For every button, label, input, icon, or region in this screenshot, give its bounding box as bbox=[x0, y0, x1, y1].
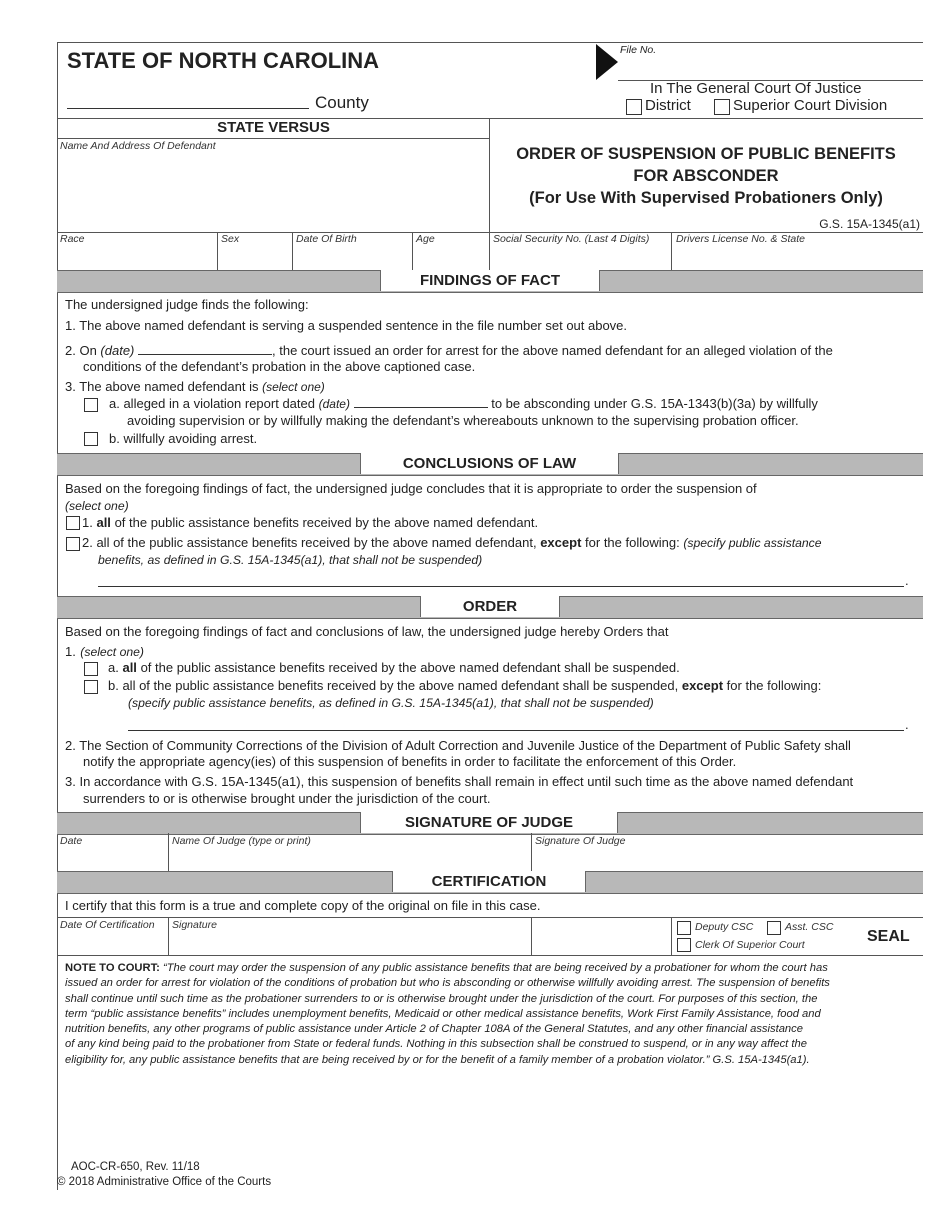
state-title: STATE OF NORTH CAROLINA bbox=[67, 48, 380, 73]
note-line: term “public assistance benefits” includes unemployment benefits, Medicaid or other medical assistance benefits, Work First Family Assistance, food and bbox=[65, 1007, 821, 1020]
order-item-2-cont: notify the appropriate agency(ies) of this suspension of benefits in order to facilitate the enforcement of this Order. bbox=[83, 754, 737, 769]
superior-checkbox[interactable] bbox=[714, 99, 730, 115]
note-label: NOTE TO COURT: bbox=[65, 962, 160, 974]
county-field[interactable] bbox=[67, 108, 309, 109]
note-line: nutrition benefits, any other programs of public assistance under Article 2 of Chapter 108A of the General Statutes, and any other financial assistance bbox=[65, 1023, 803, 1036]
findings-item-3a-cont: avoiding supervision or by willfully making the defendant’s whereabouts unknown to the supervising probation officer. bbox=[127, 413, 799, 428]
county-label: County bbox=[315, 93, 369, 112]
rule bbox=[168, 833, 169, 871]
item3a-text: to be absconding under G.S. 15A-1343(b)(3a) by willfully bbox=[491, 396, 818, 411]
note-line: eligibility for, any public assistance benefits that are being received by or for the benefit of a family member of a probation violator.” G.S. 15A-1345(a1). bbox=[65, 1053, 810, 1066]
note-line: issued an order for arrest for violation of the conditions of probation but who is absconding or otherwise willfully avoiding arrest. The suspension of benefits bbox=[65, 977, 830, 990]
rule bbox=[531, 833, 532, 871]
conclusion-1-checkbox[interactable] bbox=[66, 516, 80, 530]
conclusions-select: (select one) bbox=[65, 499, 129, 513]
rule bbox=[217, 232, 218, 270]
conclusion-2-checkbox[interactable] bbox=[66, 537, 80, 551]
form-title-line-3: (For Use With Supervised Probationers Only) bbox=[529, 189, 883, 207]
order-1a-prefix: a. bbox=[108, 660, 119, 675]
certification-bar bbox=[57, 871, 923, 894]
conclusion-2-exceptions-field[interactable] bbox=[98, 586, 904, 587]
order-1b-exceptions-field[interactable] bbox=[128, 730, 904, 731]
file-arrow-icon bbox=[596, 44, 618, 80]
conclusion-2 bbox=[82, 535, 822, 550]
order-item-1b bbox=[108, 678, 821, 693]
order-1b-bold: except bbox=[681, 678, 724, 693]
findings-item-2-cont: conditions of the defendant’s probation in the above captioned case. bbox=[83, 359, 476, 374]
form-number: AOC-CR-650, Rev. 11/18 bbox=[71, 1161, 200, 1173]
form-title bbox=[490, 143, 922, 209]
item3-select: (select one) bbox=[262, 380, 325, 394]
form-title-line-2: FOR ABSCONDER bbox=[633, 167, 779, 185]
conclusions-intro: Based on the foregoing findings of fact, the undersigned judge concludes that it is appropriate to order the suspension of bbox=[65, 481, 757, 496]
form-title-line-1: ORDER OF SUSPENSION OF PUBLIC BENEFITS bbox=[516, 145, 896, 163]
rule bbox=[57, 955, 923, 956]
rule bbox=[531, 917, 532, 955]
clerk-label: Clerk Of Superior Court bbox=[695, 939, 805, 951]
judge-name-label: Name Of Judge (type or print) bbox=[172, 835, 311, 847]
rule bbox=[490, 118, 923, 119]
conclusion-2-italic: (specify public assistance bbox=[683, 536, 822, 550]
order-item-1-num: 1. bbox=[65, 644, 76, 659]
sex-label: Sex bbox=[221, 233, 240, 245]
rule bbox=[57, 138, 490, 139]
item2-date-label: (date) bbox=[100, 343, 135, 358]
deputy-csc-checkbox[interactable] bbox=[677, 921, 691, 935]
findings-item-2 bbox=[65, 343, 833, 358]
order-item-1-select: (select one) bbox=[80, 645, 144, 659]
findings-item-3 bbox=[65, 379, 325, 394]
findings-intro: The undersigned judge finds the following: bbox=[65, 297, 309, 312]
certification-heading: CERTIFICATION bbox=[392, 871, 586, 892]
certification-text: I certify that this form is a true and complete copy of the original on file in this case. bbox=[65, 898, 541, 913]
order-item-1a bbox=[108, 660, 680, 675]
district-label: District bbox=[645, 97, 691, 114]
conclusion-1-text: of the public assistance benefits received by the above named defendant. bbox=[114, 515, 539, 530]
clerk-checkbox[interactable] bbox=[677, 938, 691, 952]
judge-signature-label: Signature Of Judge bbox=[535, 835, 626, 847]
order-item-3: 3. In accordance with G.S. 15A-1345(a1), this suspension of benefits shall remain in effect until such time as the above named defendant bbox=[65, 774, 854, 789]
findings-item-3b: b. willfully avoiding arrest. bbox=[109, 431, 258, 446]
order-1b-checkbox[interactable] bbox=[84, 680, 98, 694]
superior-label: Superior Court Division bbox=[733, 97, 888, 114]
copyright: © 2018 Administrative Office of the Courts bbox=[57, 1176, 272, 1188]
rule bbox=[412, 232, 413, 270]
findings-heading: FINDINGS OF FACT bbox=[380, 270, 600, 291]
conclusion-1-bold: all bbox=[96, 515, 111, 530]
item3a-date-field[interactable] bbox=[354, 407, 488, 408]
item2-date-field[interactable] bbox=[138, 354, 272, 355]
order-1a-text: of the public assistance benefits received by the above named defendant shall be suspended. bbox=[140, 660, 680, 675]
district-checkbox[interactable] bbox=[626, 99, 642, 115]
conclusions-bar bbox=[57, 453, 923, 476]
asst-csc-label: Asst. CSC bbox=[785, 921, 834, 933]
item3b-checkbox[interactable] bbox=[84, 432, 98, 446]
order-1b-text: b. all of the public assistance benefits received by the above named defendant shall be suspended, bbox=[108, 678, 679, 693]
note-line: shall continue until such time as the probationer surrenders to or is otherwise brought under the jurisdiction of the court. For purposes of this section, the bbox=[65, 992, 818, 1005]
ssn-label: Social Security No. (Last 4 Digits) bbox=[493, 233, 650, 245]
asst-csc-checkbox[interactable] bbox=[767, 921, 781, 935]
conclusions-heading: CONCLUSIONS OF LAW bbox=[360, 453, 619, 474]
dob-label: Date Of Birth bbox=[296, 233, 357, 245]
findings-item-3a bbox=[109, 396, 818, 411]
rule bbox=[57, 917, 923, 918]
dl-label: Drivers License No. & State bbox=[676, 233, 805, 245]
rule bbox=[671, 232, 672, 270]
cert-date-label: Date Of Certification bbox=[60, 919, 155, 931]
conclusion-2-text-b: for the following: bbox=[585, 535, 680, 550]
note-line: “The court may order the suspension of any public assistance benefits that are being received by a probationer for whom the court has bbox=[163, 962, 828, 974]
order-intro: Based on the foregoing findings of fact and conclusions of law, the undersigned judge hereby Orders that bbox=[65, 624, 669, 639]
item3a-prefix: a. alleged in a violation report dated bbox=[109, 396, 315, 411]
order-1a-checkbox[interactable] bbox=[84, 662, 98, 676]
top-border bbox=[57, 42, 923, 43]
court-title: In The General Court Of Justice bbox=[650, 80, 862, 97]
findings-bar bbox=[57, 270, 923, 293]
deputy-csc-label: Deputy CSC bbox=[695, 921, 754, 933]
note-line: of any kind being paid to the probationer from State or federal funds. Nothing in this subsection shall be construed to suspend, or in any way affect the bbox=[65, 1038, 807, 1051]
conclusion-1 bbox=[82, 515, 538, 530]
age-label: Age bbox=[416, 233, 435, 245]
rule bbox=[292, 232, 293, 270]
signature-bar bbox=[57, 812, 923, 835]
note-to-court bbox=[65, 961, 917, 1068]
item3a-checkbox[interactable] bbox=[84, 398, 98, 412]
order-1a-bold: all bbox=[122, 660, 137, 675]
order-item-2: 2. The Section of Community Corrections of the Division of Adult Correction and Juvenile Justice of the Department of Public Safety shall bbox=[65, 738, 851, 753]
name-address-label: Name And Address Of Defendant bbox=[60, 140, 216, 152]
conclusion-2-cont: benefits, as defined in G.S. 15A-1345(a1), that shall not be suspended) bbox=[98, 553, 483, 567]
file-no-label: File No. bbox=[620, 44, 657, 56]
order-1b-text-b: for the following: bbox=[726, 678, 822, 693]
judge-date-label: Date bbox=[60, 835, 83, 847]
rule bbox=[168, 917, 169, 955]
item2-prefix: 2. On bbox=[65, 343, 97, 358]
item3a-date-label: (date) bbox=[318, 397, 350, 411]
findings-item-1: 1. The above named defendant is serving a suspended sentence in the file number set out above. bbox=[65, 318, 628, 333]
race-label: Race bbox=[60, 233, 85, 245]
state-versus: STATE VERSUS bbox=[217, 119, 330, 136]
order-item-1b-italic: (specify public assistance benefits, as defined in G.S. 15A-1345(a1), that shall not be suspended) bbox=[128, 696, 654, 710]
signature-heading: SIGNATURE OF JUDGE bbox=[360, 812, 618, 833]
conclusion-2-text: 2. all of the public assistance benefits received by the above named defendant, bbox=[82, 535, 537, 550]
cert-signature-label: Signature bbox=[172, 919, 217, 931]
order-heading: ORDER bbox=[420, 596, 560, 617]
seal-label: SEAL bbox=[867, 928, 910, 945]
rule bbox=[671, 917, 672, 955]
order-item-3-cont: surrenders to or is otherwise brought under the jurisdiction of the court. bbox=[83, 791, 491, 806]
order-bar bbox=[57, 596, 923, 619]
item2-text: , the court issued an order for arrest for the above named defendant for an alleged violation of the bbox=[272, 343, 833, 358]
statute-ref: G.S. 15A-1345(a1) bbox=[819, 217, 920, 231]
conclusion-1-num: 1. bbox=[82, 515, 93, 530]
order-item-1 bbox=[65, 643, 144, 661]
conclusion-2-bold: except bbox=[540, 535, 582, 550]
item3-text: 3. The above named defendant is bbox=[65, 379, 259, 394]
